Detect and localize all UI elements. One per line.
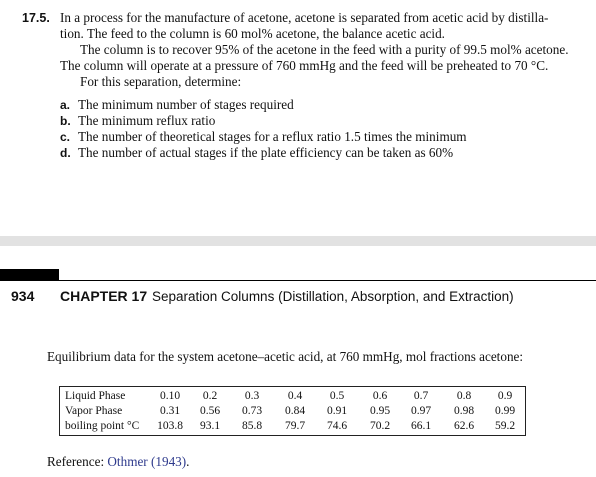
table-cell: 0.4: [287, 390, 303, 402]
problem-item-b: [60, 113, 215, 129]
table-cell: 62.6: [453, 420, 475, 432]
row-label: Vapor Phase: [65, 405, 123, 417]
table-cell: 93.1: [199, 420, 221, 432]
table-cell: 79.7: [284, 420, 306, 432]
table-cell: 0.9: [497, 390, 513, 402]
header-black-tab: [0, 269, 59, 281]
table-cell: 103.8: [157, 420, 183, 432]
table-cell: 0.56: [199, 405, 221, 417]
table-cell: 0.99: [494, 405, 516, 417]
problem-line-4: The column will operate at a pressure of 760 mmHg and the feed will be preheated to 70 °C.: [60, 58, 549, 73]
reference-label: Reference:: [47, 454, 108, 469]
table-cell: 0.3: [244, 390, 260, 402]
chapter-label: CHAPTER 17: [60, 288, 148, 304]
reference-period: .: [186, 454, 190, 469]
item-letter: a.: [60, 98, 71, 112]
page-number: 934: [11, 288, 35, 304]
page-gap-band: [0, 236, 596, 246]
table-cell: 0.97: [410, 405, 432, 417]
problem-line-1: In a process for the manufacture of acetone, acetone is separated from acetic acid by distilla-: [60, 10, 549, 25]
item-letter: b.: [60, 114, 71, 128]
problem-item-d: [60, 145, 453, 161]
item-text: The minimum reflux ratio: [78, 113, 216, 128]
item-letter: c.: [60, 130, 71, 144]
table-cell: 0.95: [369, 405, 391, 417]
item-letter: d.: [60, 146, 71, 160]
table-cell: 0.2: [202, 390, 218, 402]
table-cell: 0.31: [159, 405, 181, 417]
item-text: The number of actual stages if the plate efficiency can be taken as 60%: [78, 145, 454, 160]
item-text: The number of theoretical stages for a reflux ratio 1.5 times the minimum: [78, 129, 467, 144]
table-cell: 66.1: [410, 420, 432, 432]
table-cell: 59.2: [494, 420, 516, 432]
row-label: boiling point °C: [65, 420, 140, 432]
table-cell: 85.8: [241, 420, 263, 432]
problem-item-c: [60, 129, 467, 145]
table-row: [60, 420, 525, 435]
table-cell: 0.91: [326, 405, 348, 417]
table-cell: 0.6: [372, 390, 388, 402]
equilibrium-table: [59, 386, 526, 436]
table-cell: 70.2: [369, 420, 391, 432]
chapter-title: Separation Columns (Distillation, Absorption, and Extraction): [152, 289, 514, 304]
problem-line-3: The column is to recover 95% of the acetone in the feed with a purity of 99.5 mol% acetone.: [80, 42, 569, 57]
table-row: [60, 390, 525, 405]
table-caption: Equilibrium data for the system acetone–acetic acid, at 760 mmHg, mol fractions acetone:: [47, 349, 524, 364]
problem-line-2: tion. The feed to the column is 60 mol% acetone, the balance acetic acid.: [60, 26, 445, 41]
table-cell: 0.5: [329, 390, 345, 402]
row-label: Liquid Phase: [65, 390, 126, 402]
problem-item-a: [60, 97, 294, 113]
problem-number: 17.5.: [22, 11, 50, 25]
table-cell: 0.7: [413, 390, 429, 402]
header-rule: [59, 280, 596, 281]
table-cell: 0.84: [284, 405, 306, 417]
reference-line: [47, 454, 189, 470]
item-text: The minimum number of stages required: [78, 97, 294, 112]
table-cell: 0.73: [241, 405, 263, 417]
table-row: [60, 405, 525, 420]
table-cell: 0.8: [456, 390, 472, 402]
table-cell: 0.98: [453, 405, 475, 417]
table-cell: 0.10: [159, 390, 181, 402]
table-cell: 74.6: [326, 420, 348, 432]
problem-line-5: For this separation, determine:: [80, 74, 242, 89]
reference-citation-link[interactable]: Othmer (1943): [107, 454, 187, 469]
